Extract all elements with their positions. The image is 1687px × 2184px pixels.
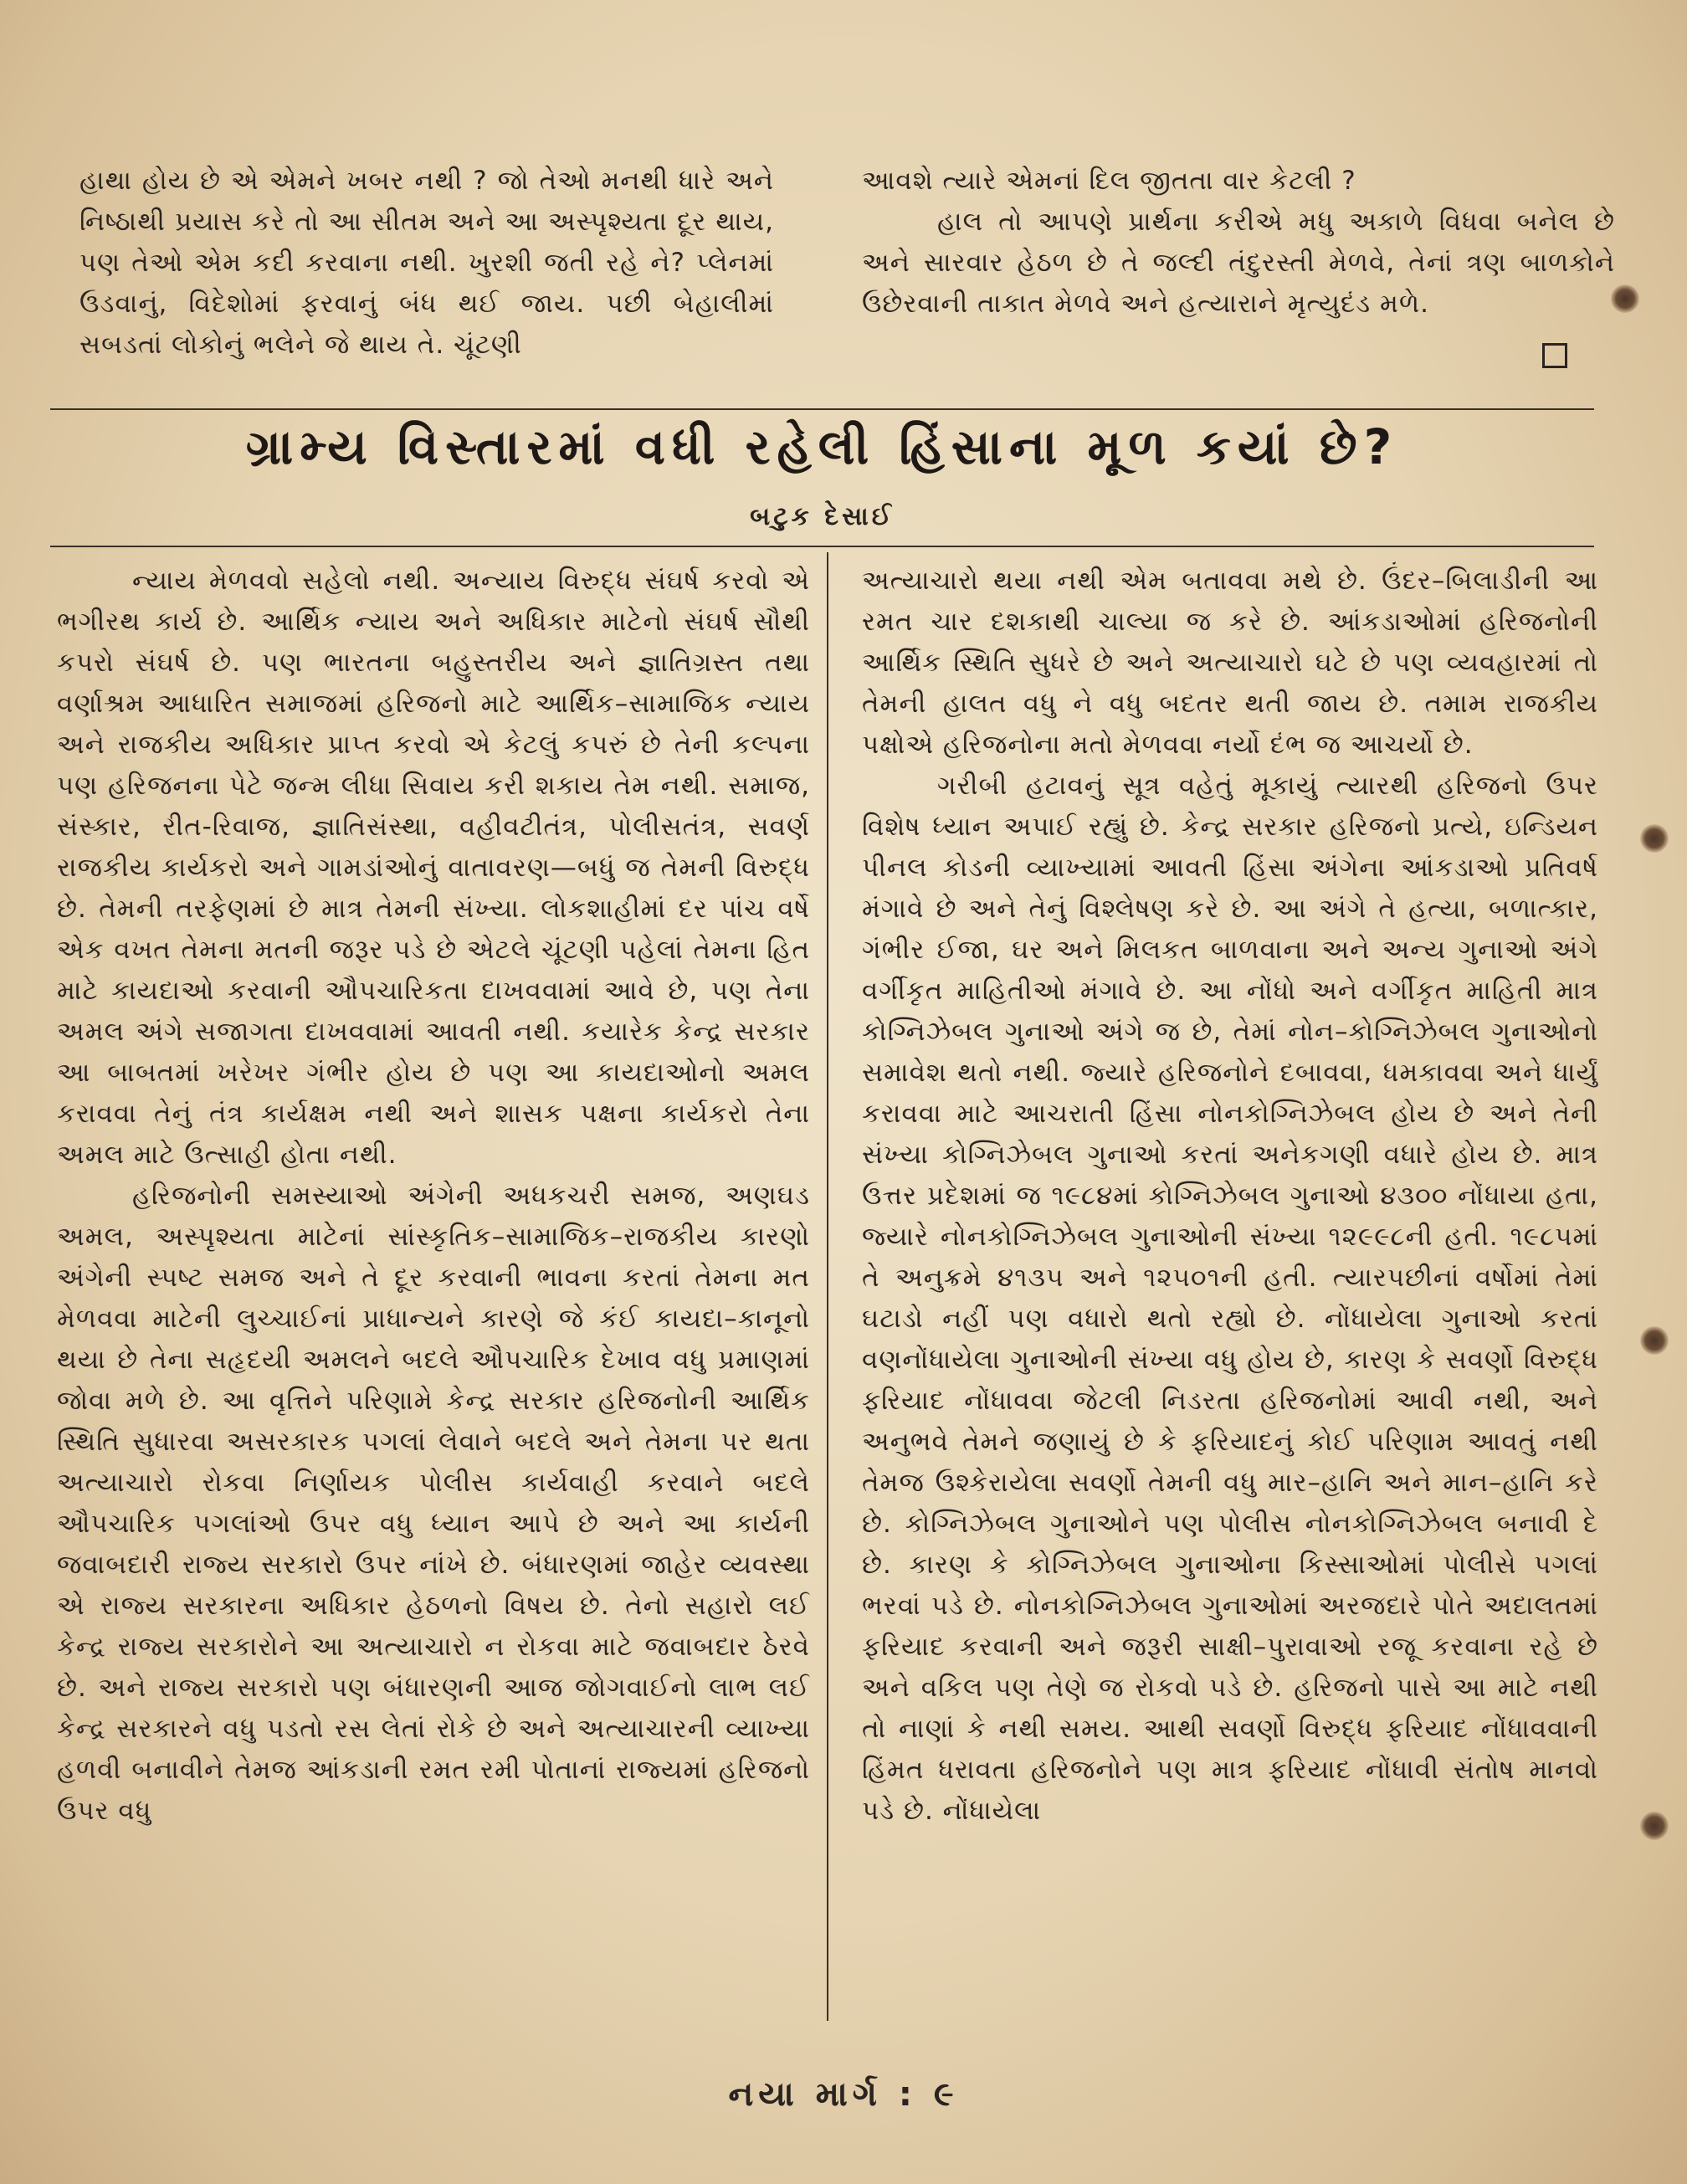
title-bottom-rule [50, 546, 1594, 547]
paper-damage-mark [1640, 1326, 1669, 1355]
article-paragraph: હરિજનોની સમસ્યાઓ અંગેની અધકચરી સમજ, અણઘડ અમલ, અસ્પૃશ્યતા માટેનાં સાંસ્કૃતિક–સામાજિક–રાજકીય કારણો અંગેની સ્પષ્ટ સમજ અને તે દૂર કરવાની ભાવના કરતાં તેમના મત મેળવવા માટેની લુચ્ચાઈનાં પ્રાધાન્યને કારણે જે કંઈ કાયદા–કાનૂનો થયા છે તેના સહૃદયી અમલને બદલે ઔપચારિક દેખાવ વધુ પ્રમાણમાં જોવા મળે છે. આ વૃત્તિને પરિણામે કેન્દ્ર સરકાર હરિજનોની આર્થિક સ્થિતિ સુધારવા અસરકારક પગલાં લેવાને બદલે અને તેમના પર થતા અત્યાચારો રોકવા નિર્ણાયક પોલીસ કાર્યવાહી કરવાને બદલે ઔપચારિક પગલાંઓ ઉપર વધુ ધ્યાન આપે છે અને આ કાર્યની જવાબદારી રાજ્ય સરકારો ઉપર નાંખે છે. બંધારણમાં જાહેર વ્યવસ્થા એ રાજ્ય સરકારના અધિકાર હેઠળનો વિષય છે. તેનો સહારો લઈ કેન્દ્ર રાજ્ય સરકારોને આ અત્યાચારો ન રોકવા માટે જવાબદાર ઠેરવે છે. અને રાજ્ય સરકારો પણ બંધારણની આજ જોગવાઈનો લાભ લઈ કેન્દ્ર સરકારને વધુ પડતો રસ લેતાં રોકે છે અને અત્યાચારની વ્યાખ્યા હળવી બનાવીને તેમજ આંકડાની રમત રમી પોતાનાં રાજ્યમાં હરિજનો ઉપર વધુ [57, 1181, 810, 1826]
article-paragraph: ન્યાય મેળવવો સહેલો નથી. અન્યાય વિરુદ્ધ સંઘર્ષ કરવો એ ભગીરથ કાર્ય છે. આર્થિક ન્યાય અને અધિકાર માટેનો સંઘર્ષ સૌથી કપરો સંઘર્ષ છે. પણ ભારતના બહુસ્તરીય અને જ્ઞાતિગ્રસ્ત તથા વર્ણાશ્રમ આધારિત સમાજમાં હરિજનો માટે આર્થિક–સામાજિક ન્યાય અને રાજકીય અધિકાર પ્રાપ્ત કરવો એ કેટલું કપરું છે તેની કલ્પના પણ હરિજનના પેટે જન્મ લીધા સિવાય કરી શકાય તેમ નથી. સમાજ, સંસ્કાર, રીત-રિવાજ, જ્ઞાતિસંસ્થા, વહીવટીતંત્ર, પોલીસતંત્ર, સવર્ણ રાજકીય કાર્યકરો અને ગામડાંઓનું વાતાવરણ—બધું જ તેમની વિરુદ્ધ છે. તેમની તરફેણમાં છે માત્ર તેમની સંખ્યા. લોકશાહીમાં દર પાંચ વર્ષે એક વખત તેમના મતની જરૂર પડે છે એટલે ચૂંટણી પહેલાં તેમના હિત માટે કાયદાઓ કરવાની ઔપચારિકતા દાખવવામાં આવે છે, પણ તેના અમલ અંગે સજાગતા દાખવવામાં આવતી નથી. કયારેક કેન્દ્ર સરકાર આ બાબતમાં ખરેખર ગંભીર હોય છે પણ આ કાયદાઓનો અમલ કરાવવા તેનું તંત્ર કાર્યક્ષમ નથી અને શાસક પક્ષના કાર્યકરો તેના અમલ માટે ઉત્સાહી હોતા નથી. [57, 566, 810, 1170]
end-of-article-square-icon [1542, 343, 1567, 368]
page-footer: નયા માર્ગ : ૯ [728, 2075, 959, 2114]
continuation-paragraph: આવશે ત્યારે એમનાં દિલ જીતતા વાર કેટલી ? [862, 166, 1356, 196]
title-top-rule [50, 408, 1594, 410]
article-author: બટુક દેસાઈ [750, 502, 895, 531]
paper-damage-mark [1640, 824, 1669, 853]
paper-damage-mark [1640, 1812, 1669, 1840]
article-paragraph: અત્યાચારો થયા નથી એમ બતાવવા મથે છે. ઉંદર–બિલાડીની આ રમત ચાર દશકાથી ચાલ્યા જ કરે છે. આંકડાઓમાં હરિજનોની આર્થિક સ્થિતિ સુધરે છે અને અત્યાચારો ઘટે છે પણ વ્યવહારમાં તો તેમની હાલત વધુ ને વધુ બદતર થતી જાય છે. તમામ રાજકીય પક્ષોએ હરિજનોના મતો મેળવવા નર્યો દંભ જ આચર્યો છે. [862, 566, 1598, 760]
article-left-column [57, 561, 810, 1832]
article-paragraph: ગરીબી હટાવનું સૂત્ર વહેતું મૂકાયું ત્યારથી હરિજનો ઉપર વિશેષ ધ્યાન અપાઈ રહ્યું છે. કેન્દ્ર સરકાર હરિજનો પ્રત્યે, ઇન્ડિયન પીનલ કોડની વ્યાખ્યામાં આવતી હિંસા અંગેના આંકડાઓ પ્રતિવર્ષ મંગાવે છે અને તેનું વિશ્લેષણ કરે છે. આ અંગે તે હત્યા, બળાત્કાર, ગંભીર ઈજા, ઘર અને મિલકત બાળવાના અને અન્ય ગુનાઓ અંગે વર્ગીકૃત માહિતીઓ મંગાવે છે. આ નોંધો અને વર્ગીકૃત માહિતી માત્ર કોગ્નિઝેબલ ગુનાઓ અંગે જ છે, તેમાં નોન–કોગ્નિઝેબલ ગુનાઓનો સમાવેશ થતો નથી. જ્યારે હરિજનોને દબાવવા, ધમકાવવા અને ધાર્યું કરાવવા માટે આચરાતી હિંસા નોનકોગ્નિઝેબલ હોય છે અને તેની સંખ્યા કોગ્નિઝેબલ ગુનાઓ કરતાં અનેકગણી વધારે હોય છે. માત્ર ઉત્તર પ્રદેશમાં જ ૧૯૮૪માં કોગ્નિઝેબલ ગુનાઓ ૪૩૦૦ નોંધાયા હતા, જ્યારે નોનકોગ્નિઝેબલ ગુનાઓની સંખ્યા ૧૨૯૯૮ની હતી. ૧૯૮૫માં તે અનુક્રમે ૪૧૩૫ અને ૧૨૫૦૧ની હતી. ત્યારપછીનાં વર્ષોમાં તેમાં ઘટાડો નહીં પણ વધારો થતો રહ્યો છે. નોંધાયેલા ગુનાઓ કરતાં વણનોંધાયેલા ગુનાઓની સંખ્યા વધુ હોય છે, કારણ કે સવર્ણો વિરુદ્ધ ફરિયાદ નોંધાવવા જેટલી નિડરતા હરિજનોમાં આવી નથી, અને અનુભવે તેમને જણાયું છે કે ફરિયાદનું કોઈ પરિણામ આવતું નથી તેમજ ઉશ્કેરાયેલા સવર્ણો તેમની વધુ માર–હાનિ અને માન–હાનિ કરે છે. કોગ્નિઝેબલ ગુનાઓને પણ પોલીસ નોનકોગ્નિઝેબલ બનાવી દે છે. કારણ કે કોગ્નિઝેબલ ગુનાઓના કિસ્સાઓમાં પોલીસે પગલાં ભરવાં પડે છે. નોનકોગ્નિઝેબલ ગુનાઓમાં અરજદારે પોતે અદાલતમાં ફરિયાદ કરવાની અને જરૂરી સાક્ષી–પુરાવાઓ રજૂ કરવાના રહે છે અને વકિલ પણ તેણે જ રોકવો પડે છે. હરિજનો પાસે આ માટે નથી તો નાણાં કે નથી સમય. આથી સવર્ણો વિરુદ્ધ ફરિયાદ નોંધાવવાની હિંમત ધરાવતા હરિજનોને પણ માત્ર ફરિયાદ નોંધાવી સંતોષ માનવો પડે છે. નોંધાયેલા [862, 771, 1598, 1826]
previous-article-continuation-right [862, 161, 1615, 325]
closing-paragraph: હાલ તો આપણે પ્રાર્થના કરીએ મધુ અકાળે વિધવા બનેલ છે અને સારવાર હેઠળ છે તે જલ્દી તંદુરસ્તી મેળવે, તેનાં ત્રણ બાળકોને ઉછેરવાની તાકાત મેળવે અને હત્યારાને મૃત્યુદંડ મળે. [862, 207, 1615, 319]
column-divider [827, 552, 828, 2021]
paper-damage-mark [1611, 285, 1639, 313]
continuation-paragraph: હાથા હોય છે એ એમને ખબર નથી ? જો તેઓ મનથી ધારે અને નિષ્ઠાથી પ્રયાસ કરે તો આ સીતમ અને આ અસ્પૃશ્યતા દૂર થાય, પણ તેઓ એમ કદી કરવાના નથી. ખુરશી જતી રહે ને? પ્લેનમાં ઉડવાનું, વિદેશોમાં ફરવાનું બંધ થઈ જાય. પછી બેહાલીમાં સબડતાં લોકોનું ભલેને જે થાય તે. ચૂંટણી [79, 166, 774, 360]
previous-article-continuation-left [79, 161, 774, 366]
article-right-column [862, 561, 1598, 1832]
article-title: ગ્રામ્ય વિસ્તારમાં વધી રહેલી હિંસાના મૂળ કયાં છે? [245, 418, 1399, 475]
